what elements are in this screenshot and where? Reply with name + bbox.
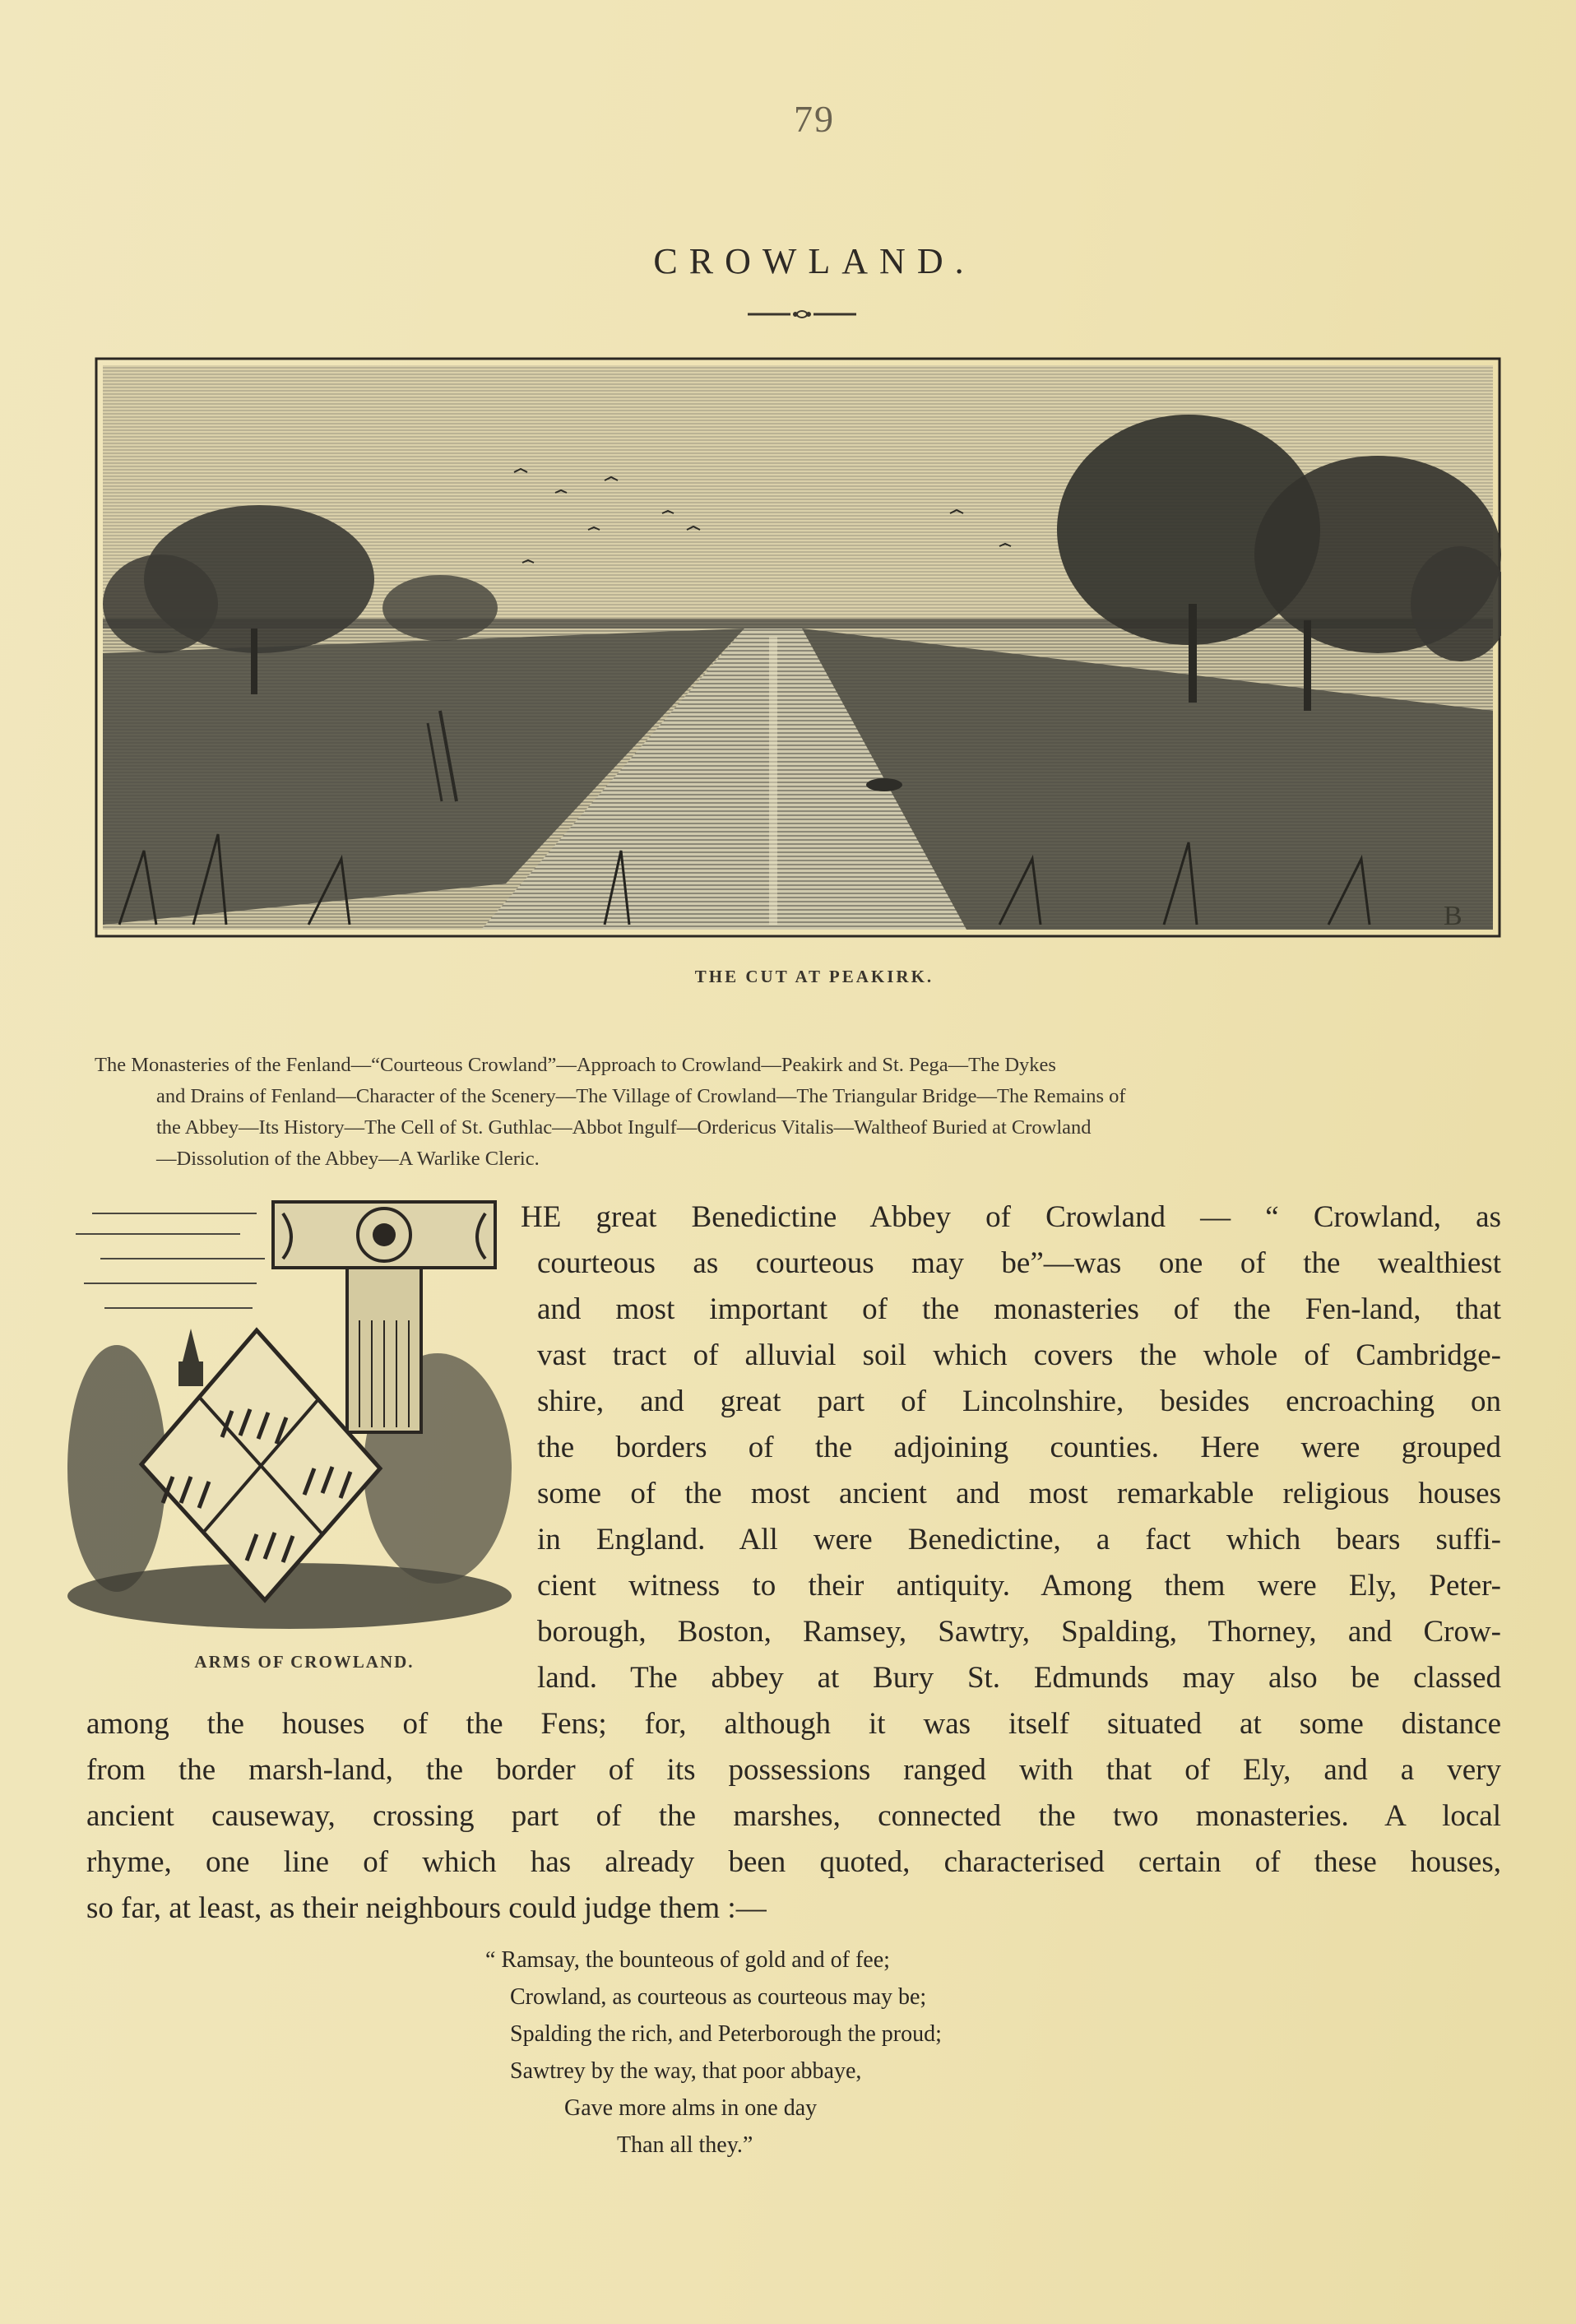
page-number: 79	[794, 98, 835, 140]
poem-line: Than all they.”	[617, 2132, 753, 2158]
body-text	[86, 1194, 1501, 1932]
synopsis-line: and Drains of Fenland—Character of the Scenery—The Village of Crowland—The Triangular Bridge—The Remains of	[156, 1085, 1126, 1107]
rhyme-quotation	[485, 1941, 1143, 2164]
body-line: shire, and great part of Lincolnshire, besides encroaching on	[537, 1385, 1501, 1418]
body-line: rhyme, one line of which has already been quoted, characterised certain of these houses,	[86, 1845, 1501, 1879]
body-line: borough, Boston, Ramsey, Sawtry, Spalding, Thorney, and Crow-	[537, 1615, 1501, 1649]
engraving-cut-at-peakirk	[95, 357, 1501, 938]
synopsis-line: —Dissolution of the Abbey—A Warlike Cleric.	[156, 1148, 540, 1170]
page-title: CROWLAND.	[653, 241, 976, 281]
body-line: so far, at least, as their neighbours could judge them :—	[86, 1891, 767, 1925]
poem-line: Crowland, as courteous as courteous may be;	[510, 1984, 927, 2010]
body-line: the borders of the adjoining counties. Here were grouped	[537, 1431, 1501, 1464]
body-line: land. The abbey at Bury St. Edmunds may also be classed	[537, 1661, 1501, 1695]
body-line: among the houses of the Fens; for, although it was itself situated at some distance	[86, 1707, 1501, 1741]
body-line: and most important of the monasteries of the Fen-land, that	[537, 1292, 1501, 1326]
poem-line: Sawtrey by the way, that poor abbaye,	[510, 2058, 862, 2084]
poem-line: Gave more alms in one day	[564, 2095, 818, 2121]
body-line: vast tract of alluvial soil which covers the whole of Cambridge-	[537, 1338, 1501, 1372]
main-figure-caption: THE CUT AT PEAKIRK.	[694, 967, 934, 986]
poem-line: Spalding the rich, and Peterborough the proud;	[510, 2021, 942, 2047]
body-line: some of the most ancient and most remarkable religious houses	[537, 1477, 1501, 1510]
poem-line: “ Ramsay, the bounteous of gold and of fee;	[485, 1947, 890, 1973]
body-line: HE great Benedictine Abbey of Crowland — “ Crowland, as	[521, 1200, 1501, 1234]
title-ornament	[744, 306, 860, 322]
body-line: courteous as courteous may be”—was one of the wealthiest	[537, 1246, 1501, 1280]
body-line: from the marsh-land, the border of its possessions ranged with that of Ely, and a very	[86, 1753, 1501, 1787]
body-line: ancient causeway, crossing part of the marshes, connected the two monasteries. A local	[86, 1799, 1501, 1833]
body-line: in England. All were Benedictine, a fact which bears suffi-	[537, 1523, 1501, 1556]
arms-figure-caption: ARMS OF CROWLAND.	[194, 1652, 415, 1672]
body-line: cient witness to their antiquity. Among them were Ely, Peter-	[537, 1569, 1501, 1603]
synopsis-line: The Monasteries of the Fenland—“Courteous Crowland”—Approach to Crowland—Peakirk and St. Pega—The Dykes	[95, 1054, 1056, 1076]
chapter-synopsis	[95, 1050, 1497, 1175]
synopsis-line: the Abbey—Its History—The Cell of St. Guthlac—Abbot Ingulf—Ordericus Vitalis—Waltheof Buried at Crowland	[156, 1116, 1092, 1139]
engraver-signature: B	[1444, 901, 1462, 931]
